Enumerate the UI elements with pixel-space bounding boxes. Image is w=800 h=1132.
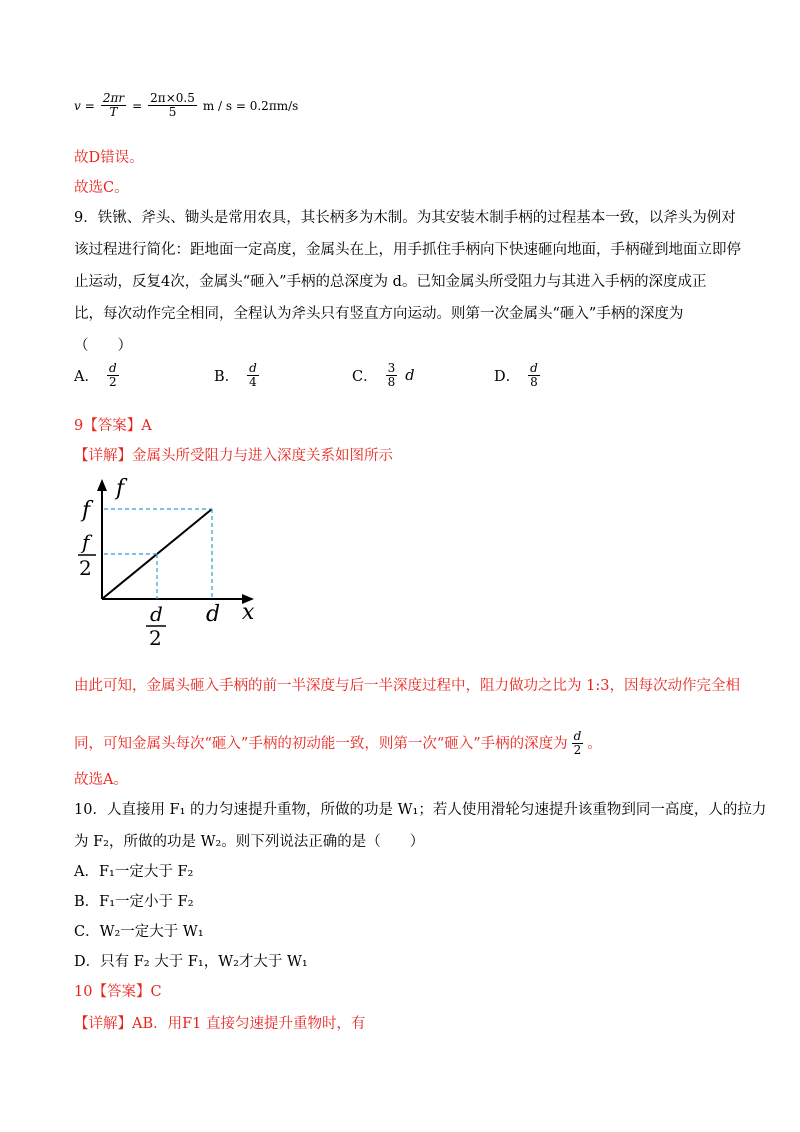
q9-explanation-1: 由此可知，金属头砸入手柄的前一半深度与后一半深度过程中，阻力做功之比为 1:3，因每次动作完全相 [74,678,740,694]
q10-line-1: 10．人直接用 F₁ 的力匀速提升重物，所做的功是 W₁；若人使用滑轮匀速提升该重物到同一高度，人的拉力 [74,802,767,818]
q9-answer: 9【答案】A [74,418,152,434]
x-axis-label: x [242,600,255,625]
q9-detail: 【详解】金属头所受阻力与进入深度关系如图所示 [74,448,393,464]
f-half-denominator: 2 [79,556,92,580]
option-a-fraction: $\frac{d}{2}$ [108,361,117,389]
q9-line-4: 比，每次动作完全相同，全程认为斧头只有竖直方向运动。则第一次金属头“砸入”手柄的深度为 [74,306,684,322]
d-half-numerator: d [150,602,163,626]
option-c-fraction: $\frac{3}{8}$ [387,361,396,389]
velocity-equation [74,92,298,119]
option-b-fraction: $\frac{d}{4}$ [249,361,257,389]
eq-sign-1: = [84,98,95,113]
y-axis-label: f [116,476,125,501]
q9-explanation-2: 同，可知金属头每次“砸入”手柄的初动能一致，则第一次“砸入”手柄的深度为 $\frac{d}{2}$ 。 [74,729,602,757]
d-half-denominator: 2 [149,626,162,650]
q9-line-2: 该过程进行简化：距地面一定高度，金属头在上，用手抓住手柄向下快速砸向地面，手柄碰到地面立即停 [74,242,741,258]
eq-fraction-2: $\frac{2\pi\times 0.5}{5}$ [150,91,195,119]
f-tick-label: f [82,498,91,523]
q10-option-b: B．F₁一定小于 F₂ [74,894,194,910]
option-d-fraction: $\frac{d}{8}$ [530,361,538,389]
force-depth-graph [70,475,270,650]
q10-option-a: A．F₁一定大于 F₂ [74,864,194,880]
q9-option-a: A． $\frac{d}{2}$ [74,361,117,389]
solution-d-wrong: 故D错误。 [74,150,144,166]
q9-choose: 故选A。 [74,772,128,788]
q10-line-2: 为 F₂，所做的功是 W₂。则下列说法正确的是（ ） [74,834,425,850]
q9-paren: （ ） [74,338,132,354]
explanation-fraction: $\frac{d}{2}$ [573,729,582,757]
q10-option-c: C．W₂一定大于 W₁ [74,924,204,940]
q9-line-3: 止运动，反复4次，金属头“砸入”手柄的总深度为 d。已知金属头所受阻力与其进入手柄的深度成正 [74,274,707,290]
y-axis-arrow [97,479,107,491]
q10-detail: 【详解】AB．用F1 直接匀速提升重物时，有 [74,1016,366,1032]
eq-tail: m / s = 0.2πm/s [202,98,299,113]
q9-option-c: C． $\frac{3}{8}$ d [352,361,415,389]
d-tick-label: d [206,602,221,627]
choose-c: 故选C。 [74,180,129,196]
q10-option-d: D．只有 F₂ 大于 F₁，W₂才大于 W₁ [74,954,308,970]
q9-option-d: D． $\frac{d}{8}$ [494,361,538,389]
eq-v: v [74,98,81,113]
q9-option-b: B． $\frac{d}{4}$ [214,361,257,389]
q9-line-1: 9．铁锹、斧头、锄头是常用农具，其长柄多为木制。为其安装木制手柄的过程基本一致，以斧头为例对 [74,210,736,226]
eq-sign-2: = [132,98,143,113]
eq-fraction-1: $\frac{2\pi r}{T}$ [102,91,125,119]
q10-answer: 10【答案】C [74,984,162,1000]
f-half-numerator: f [82,530,90,554]
